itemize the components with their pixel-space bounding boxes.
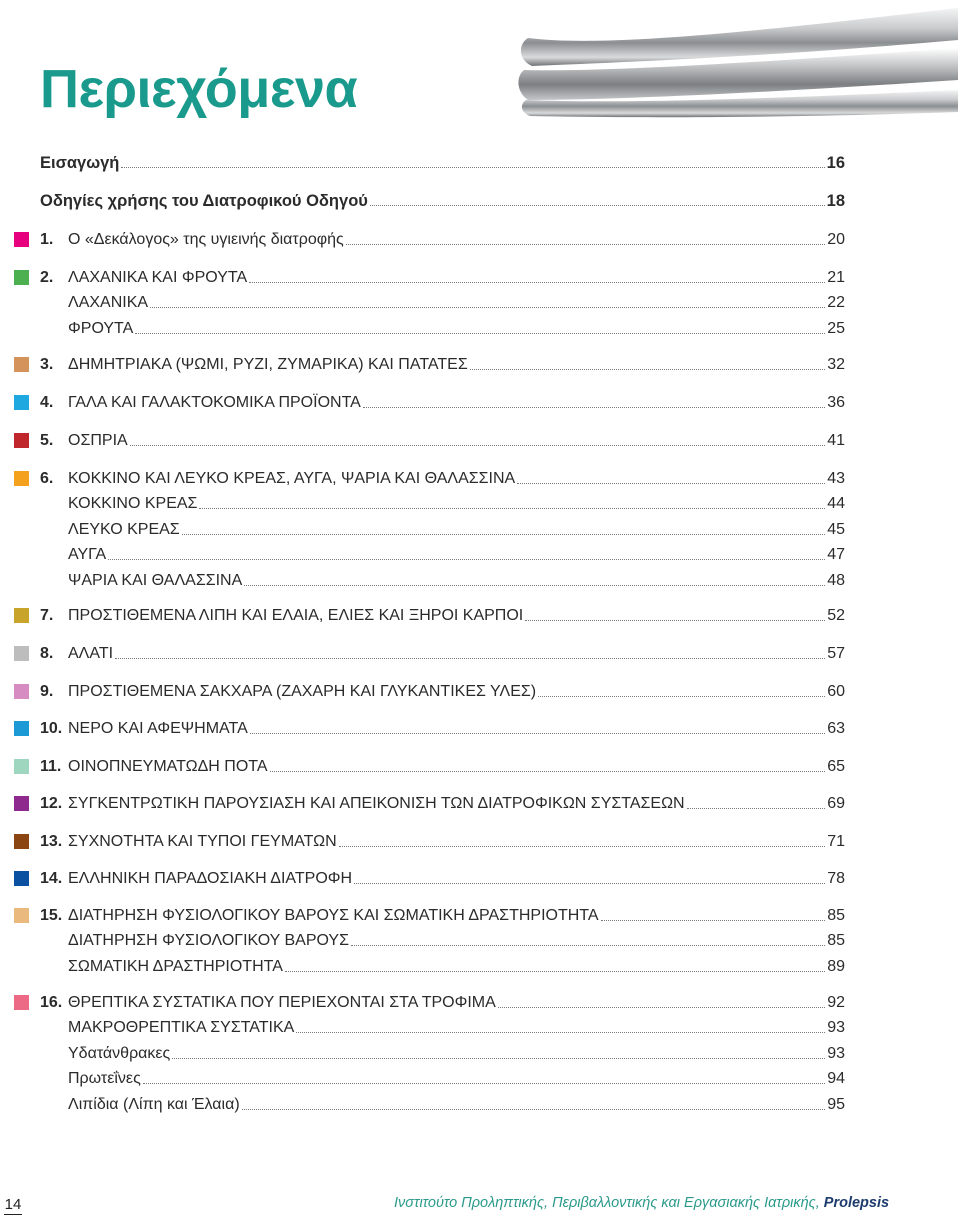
chapter-color-marker [14, 721, 29, 736]
toc-entry-chapter[interactable] [68, 830, 845, 852]
toc-entry-chapter[interactable] [68, 680, 845, 702]
dot-leader [354, 883, 825, 884]
dot-leader [182, 534, 826, 535]
toc-entry-page: 78 [827, 870, 845, 887]
toc-entry-subsection[interactable] [68, 1067, 845, 1089]
toc-entry-chapter[interactable] [68, 429, 845, 451]
toc-entry-page: 43 [827, 470, 845, 487]
dot-leader [115, 658, 825, 659]
dot-leader [339, 846, 826, 847]
toc-entry-page: 22 [827, 294, 845, 312]
dot-leader [285, 971, 825, 972]
toc-entry-label: ΘΡΕΠΤΙΚΑ ΣΥΣΤΑΤΙΚΑ ΠΟΥ ΠΕΡΙΕΧΟΝΤΑΙ ΣΤΑ ΤΡΟΦΙΜΑ [68, 994, 496, 1011]
toc-entry-label: ΨΑΡΙΑ ΚΑΙ ΘΑΛΑΣΣΙΝΑ [68, 571, 243, 589]
dot-leader [351, 945, 825, 946]
toc-entry-subsection[interactable] [68, 291, 845, 313]
toc-entry-chapter[interactable] [68, 642, 845, 664]
dot-leader [525, 620, 825, 621]
chapter-number: 4. [40, 394, 54, 411]
toc-entry-label: ΟΙΝΟΠΝΕΥΜΑΤΩΔΗ ΠΟΤΑ [68, 758, 268, 775]
toc-entry-chapter[interactable] [68, 228, 845, 250]
dot-leader [250, 733, 825, 734]
dot-leader [172, 1058, 825, 1059]
dot-leader [601, 920, 826, 921]
chapter-number: 12. [40, 795, 63, 812]
toc-entry-label: ΑΛΑΤΙ [68, 645, 114, 662]
footer-institute: Ινστιτούτο Προληπτικής, Περιβαλλοντικής και Εργασιακής Ιατρικής, [394, 1195, 820, 1211]
chapter-number: 10. [40, 720, 63, 737]
chapter-color-marker [14, 608, 29, 623]
toc-entry-chapter[interactable] [68, 266, 845, 288]
toc-entry-page: 21 [827, 269, 845, 286]
toc-entry-subsection[interactable] [68, 1093, 845, 1115]
dot-leader [687, 808, 826, 809]
toc-entry-chapter[interactable] [68, 717, 845, 739]
toc-entry-page: 85 [827, 932, 845, 950]
toc-entry-label: Λιπίδια (Λίπη και Έλαια) [68, 1095, 240, 1113]
toc-entry-page: 32 [827, 356, 845, 373]
chapter-color-marker [14, 834, 29, 849]
toc-entry-chapter[interactable] [68, 792, 845, 814]
toc-entry-page: 71 [827, 833, 845, 850]
toc-entry-page: 18 [826, 192, 845, 210]
toc-entry-label: ΝΕΡΟ ΚΑΙ ΑΦΕΨΗΜΑΤΑ [68, 720, 248, 737]
toc-entry-label: ΜΑΚΡΟΘΡΕΠΤΙΚΑ ΣΥΣΤΑΤΙΚΑ [68, 1019, 295, 1037]
dot-leader [296, 1032, 825, 1033]
dot-leader [199, 508, 825, 509]
toc-entry-label: ΟΣΠΡΙΑ [68, 432, 128, 449]
toc-entry-subsection[interactable] [68, 518, 845, 540]
toc-entry-chapter[interactable] [68, 904, 845, 926]
footer-brand: Prolepsis [823, 1195, 890, 1211]
chapter-color-marker [14, 871, 29, 886]
toc-entry-label: ΛΕΥΚΟ ΚΡΕΑΣ [68, 520, 180, 538]
toc-entry-subsection[interactable] [68, 1016, 845, 1038]
dot-leader [538, 696, 825, 697]
toc-entry-chapter[interactable] [68, 391, 845, 413]
toc-entry-label: Υδατάνθρακες [68, 1044, 171, 1062]
dot-leader [130, 445, 826, 446]
toc-entry-label: ΓΑΛΑ ΚΑΙ ΓΑΛΑΚΤΟΚΟΜΙΚΑ ΠΡΟΪΟΝΤΑ [68, 394, 361, 411]
toc-entry-label: Ο «Δεκάλογος» της υγιεινής διατροφής [68, 231, 344, 248]
toc-entry-page: 44 [827, 495, 845, 513]
chapter-color-marker [14, 395, 29, 410]
toc-entry-page: 52 [827, 607, 845, 624]
chapter-number: 13. [40, 833, 63, 850]
toc-entry-label: ΔΙΑΤΗΡΗΣΗ ΦΥΣΙΟΛΟΓΙΚΟΥ ΒΑΡΟΥΣ ΚΑΙ ΣΩΜΑΤΙΚΗ ΔΡΑΣΤΗΡΙΟΤΗΤΑ [68, 907, 599, 924]
chapter-color-marker [14, 357, 29, 372]
toc-entry-subsection[interactable] [68, 492, 845, 514]
toc-entry-label: ΣΩΜΑΤΙΚΗ ΔΡΑΣΤΗΡΙΟΤΗΤΑ [68, 957, 283, 975]
chapter-number: 7. [40, 607, 54, 624]
toc-entry-page: 20 [827, 231, 845, 248]
toc-entry-label: ΔΗΜΗΤΡΙΑΚΑ (ΨΩΜΙ, ΡΥΖΙ, ΖΥΜΑΡΙΚΑ) ΚΑΙ ΠΑΤΑΤΕΣ [68, 356, 468, 373]
toc-entry-page: 48 [827, 571, 845, 589]
toc-entry-label: ΣΥΧΝΟΤΗΤΑ ΚΑΙ ΤΥΠΟΙ ΓΕΥΜΑΤΩΝ [68, 833, 337, 850]
toc-entry-page: 89 [827, 957, 845, 975]
chapter-number: 8. [40, 645, 54, 662]
chapter-number: 9. [40, 683, 54, 700]
toc-entry-page: 92 [827, 994, 845, 1011]
toc-entry-label: ΑΥΓΑ [68, 546, 107, 564]
chapter-number: 15. [40, 907, 63, 924]
toc-entry-page: 25 [827, 319, 845, 337]
toc-entry-instructions[interactable] [40, 189, 845, 211]
footer-credit [394, 1195, 889, 1211]
dot-leader [346, 244, 825, 245]
toc-entry-chapter[interactable] [68, 604, 845, 626]
dot-leader [244, 585, 825, 586]
toc-entry-page: 85 [827, 907, 845, 924]
dot-leader [150, 307, 825, 308]
toc-entry-subsection[interactable] [68, 317, 845, 339]
toc-entry-page: 94 [827, 1070, 845, 1088]
toc-entry-page: 65 [827, 758, 845, 775]
dot-leader [363, 407, 825, 408]
toc-entry-page: 57 [827, 645, 845, 662]
toc-entry-page: 95 [827, 1095, 845, 1113]
toc-entry-page: 63 [827, 720, 845, 737]
toc-entry-subsection[interactable] [68, 1042, 845, 1064]
toc-entry-page: 69 [827, 795, 845, 812]
toc-entry-label: ΦΡΟΥΤΑ [68, 319, 134, 337]
dot-leader [135, 333, 825, 334]
dot-leader [143, 1083, 825, 1084]
chapter-number: 16. [40, 994, 63, 1011]
chapter-color-marker [14, 908, 29, 923]
dot-leader [370, 205, 825, 206]
chapter-color-marker [14, 646, 29, 661]
toc-entry-label: ΛΑΧΑΝΙΚΑ ΚΑΙ ΦΡΟΥΤΑ [68, 269, 248, 286]
chapter-number: 3. [40, 356, 54, 373]
dot-leader [517, 483, 825, 484]
dot-leader [498, 1007, 825, 1008]
chapter-color-marker [14, 433, 29, 448]
chapter-number: 1. [40, 231, 54, 248]
dot-leader [242, 1109, 826, 1110]
toc-entry-label: Οδηγίες χρήσης του Διατροφικού Οδηγού [40, 192, 368, 210]
toc-entry-chapter[interactable] [68, 755, 845, 777]
page-title: Περιεχόμενα [40, 59, 358, 119]
toc-entry-subsection[interactable] [68, 955, 845, 977]
toc-entry-label: Εισαγωγή [40, 154, 120, 172]
toc-entry-page: 93 [827, 1019, 845, 1037]
toc-entry-introduction[interactable] [40, 151, 845, 173]
chapter-color-marker [14, 995, 29, 1010]
toc-entry-label: ΛΑΧΑΝΙΚΑ [68, 294, 149, 312]
toc-entry-page: 41 [827, 432, 845, 449]
chapter-color-marker [14, 796, 29, 811]
toc-entry-label: ΠΡΟΣΤΙΘΕΜΕΝΑ ΛΙΠΗ ΚΑΙ ΕΛΑΙΑ, ΕΛΙΕΣ ΚΑΙ ΞΗΡΟΙ ΚΑΡΠΟΙ [68, 607, 524, 624]
toc-entry-subsection[interactable] [68, 929, 845, 951]
toc-entry-page: 45 [827, 520, 845, 538]
toc-entry-label: ΕΛΛΗΝΙΚΗ ΠΑΡΑΔΟΣΙΑΚΗ ΔΙΑΤΡΟΦΗ [68, 870, 353, 887]
chapter-number: 14. [40, 870, 63, 887]
dot-leader [108, 559, 825, 560]
chapter-number: 5. [40, 432, 54, 449]
chapter-color-marker [14, 270, 29, 285]
chapter-color-marker [14, 232, 29, 247]
toc-entry-chapter[interactable] [68, 353, 845, 375]
toc-entry-subsection[interactable] [68, 569, 845, 591]
toc-entry-chapter[interactable] [68, 467, 845, 489]
page-number: 14 [4, 1196, 22, 1213]
dot-leader [470, 369, 825, 370]
toc-entry-label: ΣΥΓΚΕΝΤΡΩΤΙΚΗ ΠΑΡΟΥΣΙΑΣΗ ΚΑΙ ΑΠΕΙΚΟΝΙΣΗ ΤΩΝ ΔΙΑΤΡΟΦΙΚΩΝ ΣΥΣΤΑΣΕΩΝ [68, 795, 685, 812]
toc-entry-label: ΚΟΚΚΙΝΟ ΚΑΙ ΛΕΥΚΟ ΚΡΕΑΣ, ΑΥΓΑ, ΨΑΡΙΑ ΚΑΙ ΘΑΛΑΣΣΙΝΑ [68, 470, 516, 487]
chapter-number: 11. [40, 758, 62, 775]
toc-entry-page: 16 [826, 154, 845, 172]
toc-entry-page: 47 [827, 546, 845, 564]
dot-leader [121, 167, 824, 168]
chapter-color-marker [14, 759, 29, 774]
toc-entry-label: ΔΙΑΤΗΡΗΣΗ ΦΥΣΙΟΛΟΓΙΚΟΥ ΒΑΡΟΥΣ [68, 932, 349, 950]
chapter-color-marker [14, 471, 29, 486]
toc-entry-chapter[interactable] [68, 991, 845, 1013]
toc-entry-page: 60 [827, 683, 845, 700]
chapter-color-marker [14, 684, 29, 699]
toc-entry-label: ΚΟΚΚΙΝΟ ΚΡΕΑΣ [68, 495, 198, 513]
chapter-number: 6. [40, 470, 54, 487]
toc-entry-page: 93 [827, 1044, 845, 1062]
toc-entry-page: 36 [827, 394, 845, 411]
dot-leader [270, 771, 826, 772]
toc-entry-subsection[interactable] [68, 543, 845, 565]
toc-entry-label: ΠΡΟΣΤΙΘΕΜΕΝΑ ΣΑΚΧΑΡΑ (ΖΑΧΑΡΗ ΚΑΙ ΓΛΥΚΑΝΤΙΚΕΣ ΥΛΕΣ) [68, 683, 537, 700]
toc-entry-chapter[interactable] [68, 867, 845, 889]
dot-leader [249, 282, 825, 283]
toc-entry-label: Πρωτεΐνες [68, 1070, 141, 1088]
chapter-number: 2. [40, 269, 54, 286]
